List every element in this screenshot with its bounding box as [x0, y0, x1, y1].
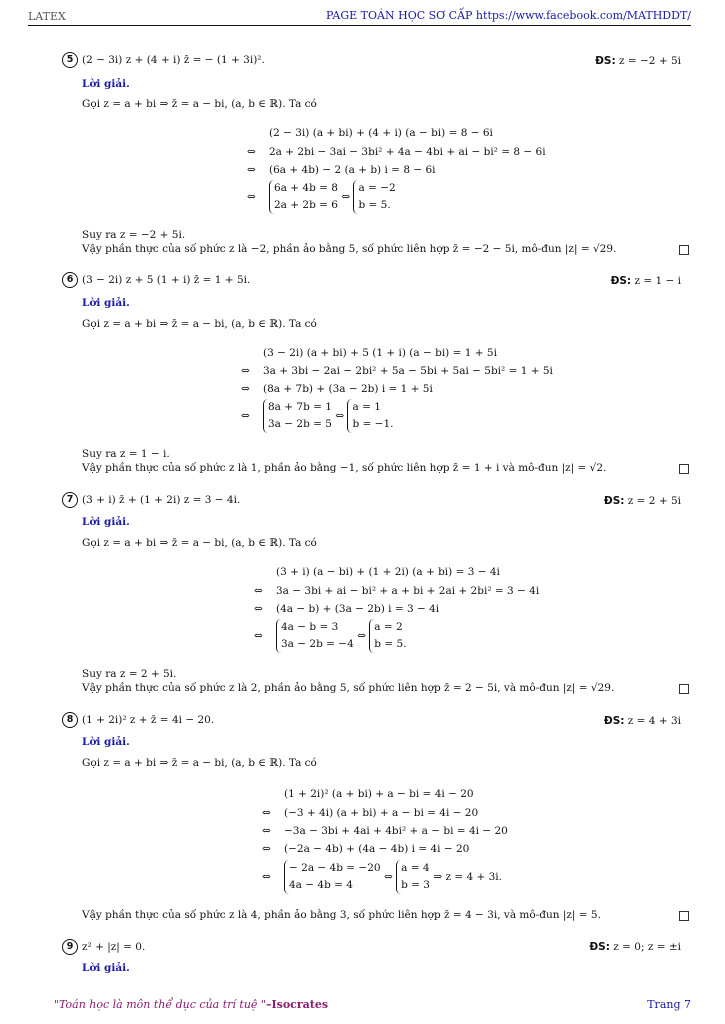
qed-box [679, 911, 689, 924]
answer: ĐS: z = −2 + 5i [595, 55, 681, 67]
equation-line: ⇔ (6a + 4b) − 2 (a + b) i = 8 − 6i [247, 164, 436, 176]
problem-number: 7 [62, 492, 78, 508]
solution-label: Lời giải. [82, 78, 130, 90]
equation-system: ⇔8a + 7b = 1 3a − 2b = 5 ⇔ a = 1 b = −1. [241, 399, 394, 433]
solution-label: Lời giải. [82, 297, 130, 309]
solution-label: Lời giải. [82, 962, 130, 974]
qed-box [679, 245, 689, 258]
equation-line: ⇔ 2a + 2bi − 3ai − 3bi² + 4a − 4bi + ai − bi² = 8 − 6i [247, 146, 546, 158]
problem-number: 6 [62, 272, 78, 288]
equation-system: ⇔4a − b = 3 3a − 2b = −4 ⇔ a = 2 b = 5. [254, 619, 407, 653]
result-line: Suy ra z = −2 + 5i. [82, 229, 186, 241]
footer-quote: "Toán học là môn thể dục của trí tuệ "–Isocrates [54, 998, 329, 1011]
equation-line: ⇔ (−2a − 4b) + (4a − 4b) i = 4i − 20 [262, 843, 470, 855]
solution-intro: Gọi z = a + bi ⇒ z̄ = a − bi, (a, b ∈ ℝ). Ta có [82, 98, 317, 110]
result-line: Suy ra z = 1 − i. [82, 448, 170, 460]
equation-line: ⇔ (−3 + 4i) (a + bi) + a − bi = 4i − 20 [262, 807, 479, 819]
solution-intro: Gọi z = a + bi ⇒ z̄ = a − bi, (a, b ∈ ℝ). Ta có [82, 318, 317, 330]
problem-number: 8 [62, 712, 78, 728]
conclusion: Vậy phần thực của số phức z là −2, phần ảo bằng 5, số phức liên hợp z̄ = −2 − 5i, mô-đun |z| = √29. [82, 243, 617, 255]
qed-box [679, 464, 689, 477]
conclusion: Vậy phần thực của số phức z là 2, phần ảo bằng 5, số phức liên hợp z̄ = 2 − 5i, và mô-đun |z| = √29. [82, 682, 615, 694]
solution-label: Lời giải. [82, 736, 130, 748]
page-number: Trang 7 [647, 998, 691, 1011]
equation-line: ⇔ 3a + 3bi − 2ai − 2bi² + 5a − 5bi + 5ai − 5bi² = 1 + 5i [241, 365, 553, 377]
equation-line: ⇔ (8a + 7b) + (3a − 2b) i = 1 + 5i [241, 383, 433, 395]
conclusion: Vậy phần thực của số phức z là 4, phần ảo bằng 3, số phức liên hợp z̄ = 4 − 3i, và mô-đun |z| = 5. [82, 909, 601, 921]
qed-box [679, 684, 689, 697]
equation-line: ⇔ 3a − 3bi + ai − bi² + a + bi + 2ai + 2bi² = 3 − 4i [254, 585, 540, 597]
answer: ĐS: z = 1 − i [610, 275, 681, 287]
equation-line: (2 − 3i) (a + bi) + (4 + i) (a − bi) = 8 − 6i [269, 127, 493, 139]
problem-statement: 7 (3 + i) z̄ + (1 + 2i) z = 3 − 4i. [62, 492, 240, 508]
equation-system: ⇔6a + 4b = 8 2a + 2b = 6 ⇔ a = −2 b = 5. [247, 180, 396, 214]
problem-statement: 8 (1 + 2i)² z + z̄ = 4i − 20. [62, 712, 214, 728]
header-rule [28, 25, 691, 26]
solution-intro: Gọi z = a + bi ⇒ z̄ = a − bi, (a, b ∈ ℝ). Ta có [82, 757, 317, 769]
solution-intro: Gọi z = a + bi ⇒ z̄ = a − bi, (a, b ∈ ℝ). Ta có [82, 537, 317, 549]
equation-line: (1 + 2i)² (a + bi) + a − bi = 4i − 20 [284, 788, 474, 800]
answer: ĐS: z = 2 + 5i [603, 495, 681, 507]
result-line: Suy ra z = 2 + 5i. [82, 668, 177, 680]
answer: ĐS: z = 4 + 3i [603, 715, 681, 727]
problem-statement: 6 (3 − 2i) z + 5 (1 + i) z̄ = 1 + 5i. [62, 272, 250, 288]
problem-statement: 9 z² + |z| = 0. [62, 939, 145, 955]
problem-number: 9 [62, 939, 78, 955]
equation-line: ⇔ (4a − b) + (3a − 2b) i = 3 − 4i [254, 603, 440, 615]
problem-number: 5 [62, 52, 78, 68]
header-link[interactable]: PAGE TOÁN HỌC SƠ CẤP https://www.facebook.com/MATHDDT/ [326, 9, 691, 22]
equation-line: ⇔ −3a − 3bi + 4ai + 4bi² + a − bi = 4i − 20 [262, 825, 508, 837]
equation-line: (3 + i) (a − bi) + (1 + 2i) (a + bi) = 3 − 4i [276, 566, 500, 578]
answer: ĐS: z = 0; z = ±i [589, 941, 681, 953]
latex-logo: LATEX [28, 10, 66, 23]
conclusion: Vậy phần thực của số phức z là 1, phần ảo bằng −1, số phức liên hợp z̄ = 1 + i và mô-đun |z| = √2. [82, 462, 607, 474]
problem-statement: 5 (2 − 3i) z + (4 + i) z̄ = − (1 + 3i)². [62, 52, 265, 68]
solution-label: Lời giải. [82, 516, 130, 528]
equation-line: (3 − 2i) (a + bi) + 5 (1 + i) (a − bi) = 1 + 5i [263, 347, 497, 359]
equation-system: ⇔− 2a − 4b = −20 4a − 4b = 4 ⇔ a = 4 b = 3 ⇒ z = 4 + 3i. [262, 860, 502, 894]
